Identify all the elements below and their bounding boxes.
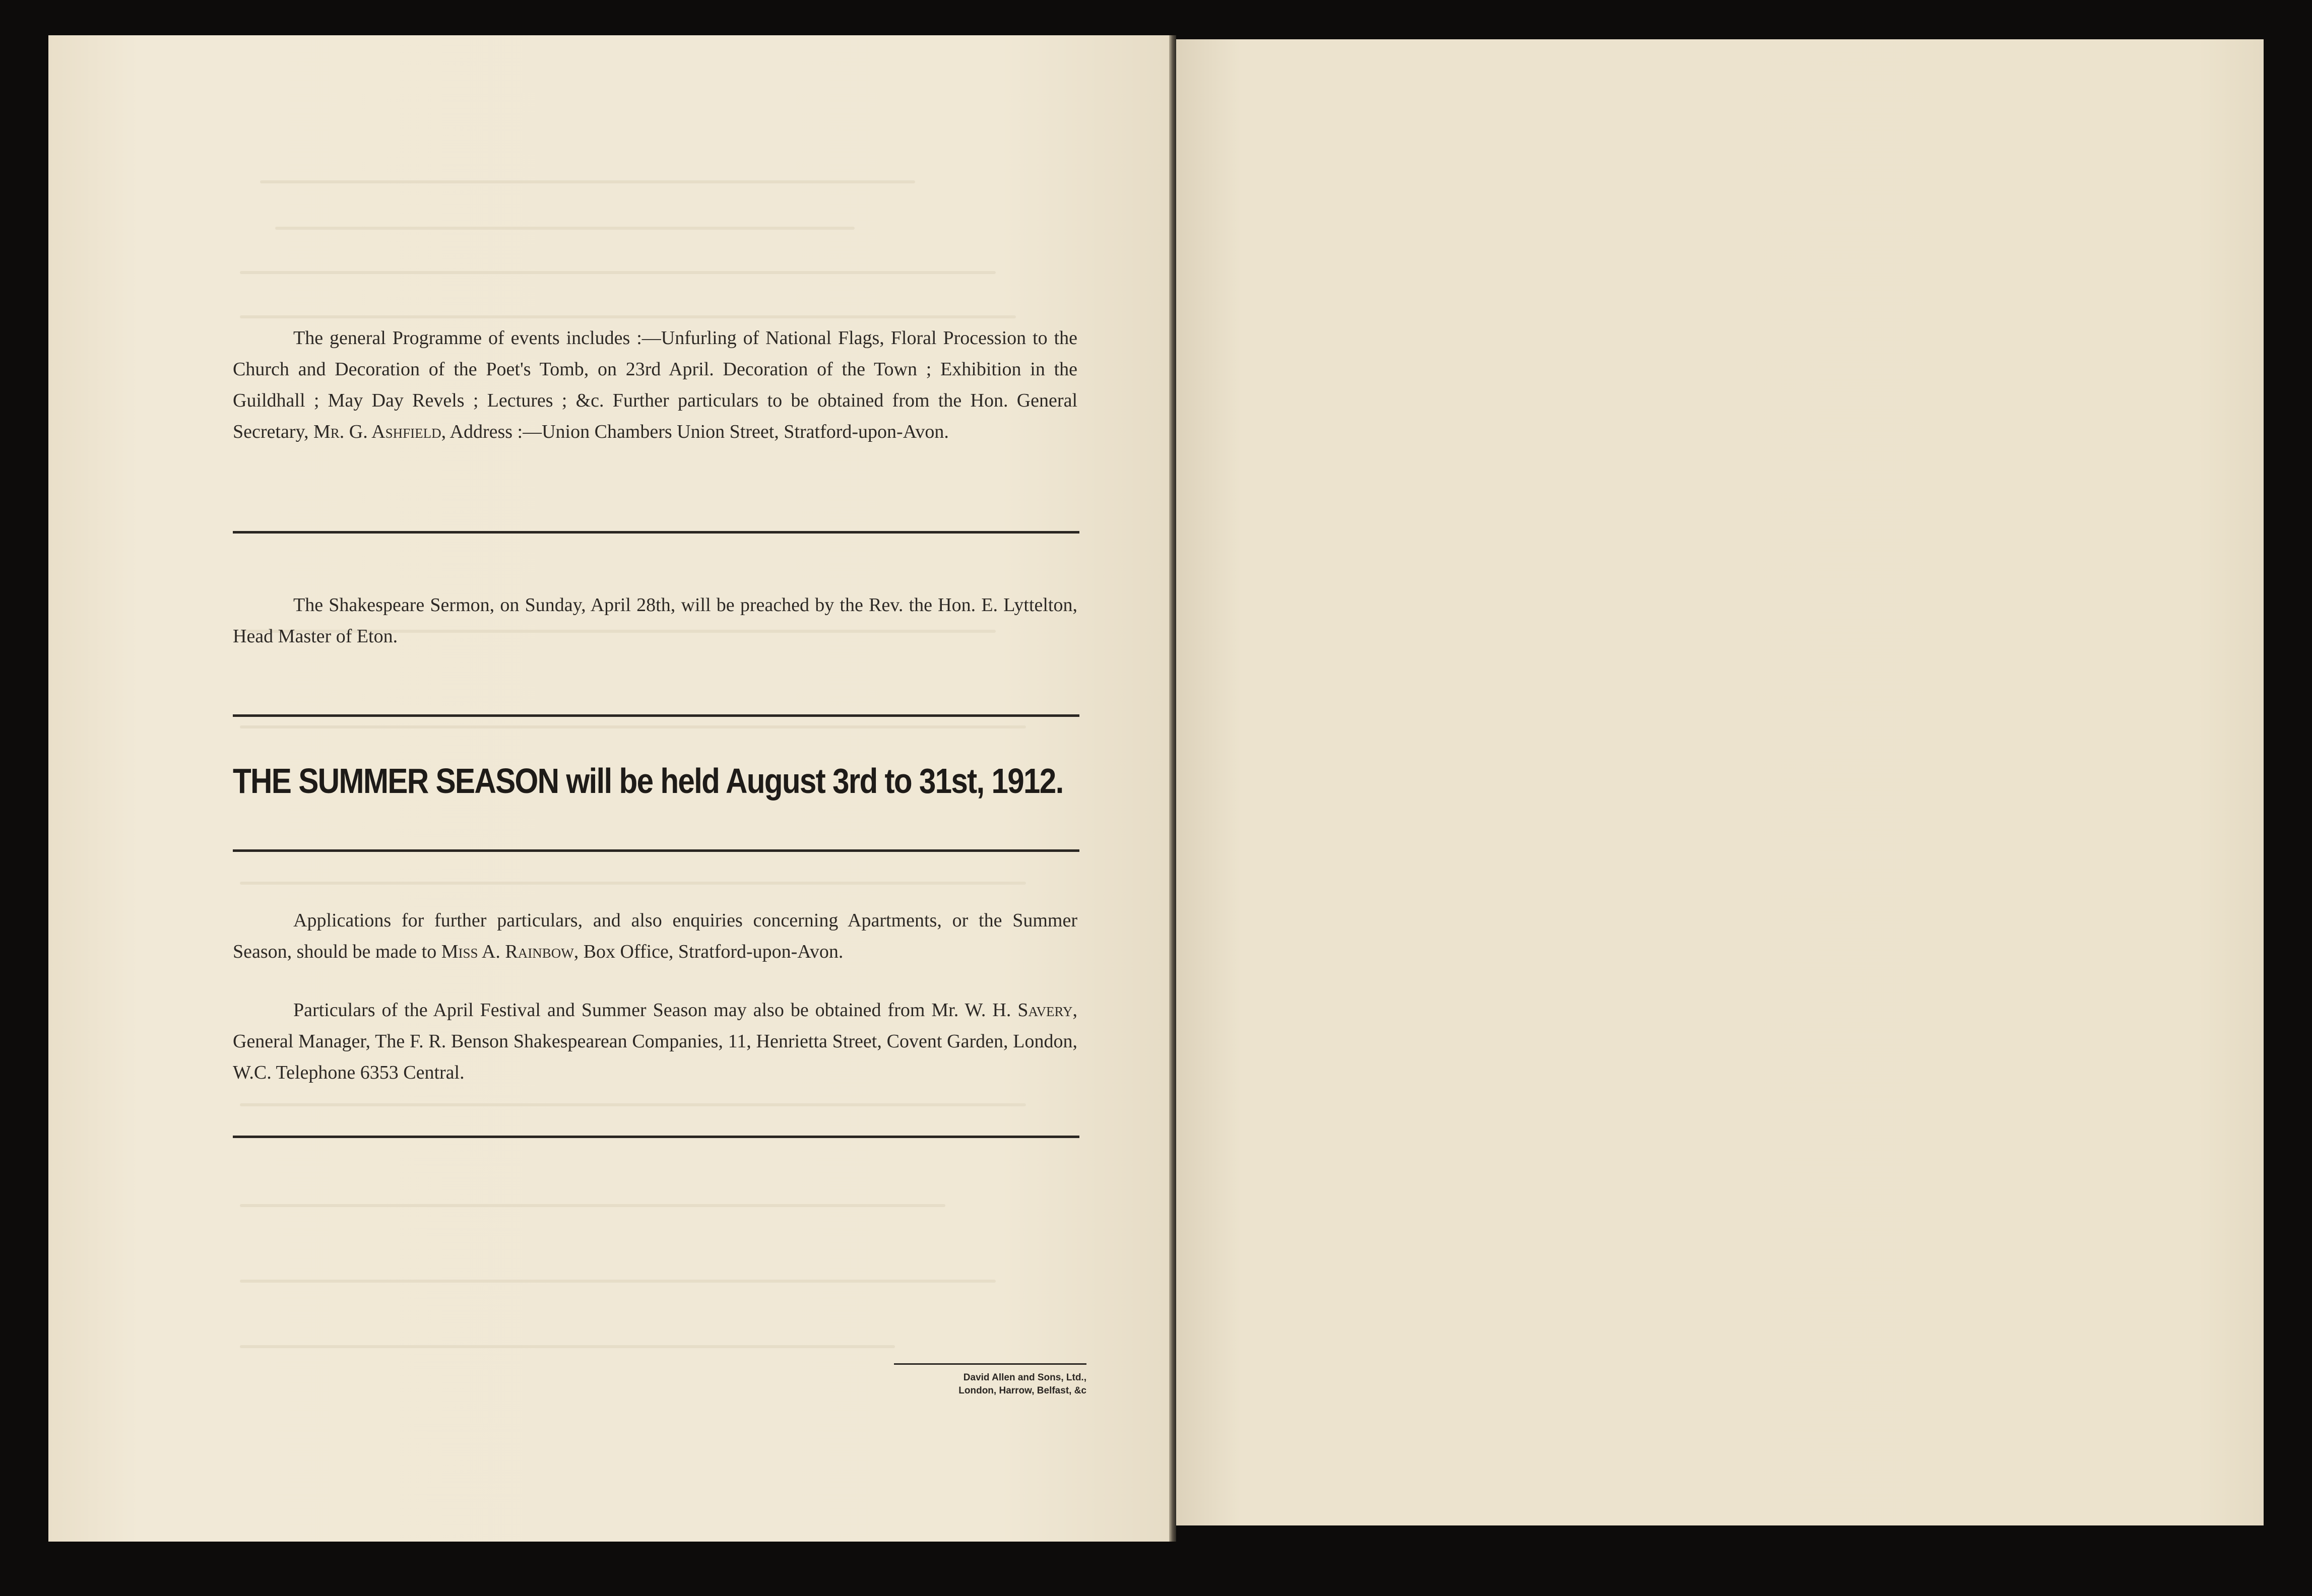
printer-rule — [894, 1363, 1086, 1365]
printer-imprint — [894, 1371, 1086, 1398]
particulars-text-1: Particulars of the April Festival and Summer Season may also be obtained from Mr. W. H. — [293, 1000, 1018, 1021]
box-office-contact: Miss A. Rainbow — [441, 941, 574, 962]
divider-rule-1 — [233, 531, 1079, 534]
applications-text-2: , Box Office, Stratford-upon-Avon. — [573, 941, 844, 962]
particulars-section — [233, 994, 1077, 1088]
particulars-paragraph — [233, 994, 1077, 1088]
programme-paragraph — [233, 322, 1077, 447]
printer-line-1: David Allen and Sons, Ltd., — [963, 1372, 1086, 1383]
programme-text-2: , Address :—Union Chambers Union Street, Stratford-upon-Avon. — [441, 421, 949, 442]
book-spine — [1169, 35, 1176, 1542]
right-page-blank — [1176, 39, 2264, 1525]
summer-season-heading: THE SUMMER SEASON will be held August 3rd to 31st, 1912. — [233, 761, 1063, 801]
programme-text-1: The general Programme of events includes :—Unfurling of National Flags, Floral Procession to the Church and Decoration of the Poet's Tomb, on 23rd April. Decoration of the Town ; Exhibition in the Guildhall ; May Day Revels ; Lectures ; &c. Further particulars to be obtained from the Hon. General Secretary, — [233, 327, 1077, 442]
printer-line-2: London, Harrow, Belfast, &c — [958, 1385, 1086, 1396]
applications-section — [233, 905, 1077, 967]
sermon-section — [233, 589, 1077, 652]
divider-rule-3 — [233, 849, 1079, 852]
sermon-paragraph: The Shakespeare Sermon, on Sunday, April 28th, will be preached by the Rev. the Hon. E. Lyttelton, Head Master of Eton. — [233, 594, 1077, 647]
particulars-text-2: , General Manager, The F. R. Benson Shakespearean Companies, 11, Henrietta Street, Covent Garden, London, W.C. Telephone 6353 Central. — [233, 1000, 1077, 1083]
general-manager-name: Savery — [1017, 1000, 1073, 1021]
applications-paragraph — [233, 905, 1077, 967]
programme-section — [233, 322, 1077, 447]
applications-text-1: Applications for further particulars, and also enquiries concerning Apartments, or the Summer Season, should be made to — [233, 910, 1077, 962]
divider-rule-2 — [233, 714, 1079, 717]
divider-rule-4 — [233, 1136, 1079, 1138]
secretary-name: Mr. G. Ashfield — [313, 421, 441, 442]
